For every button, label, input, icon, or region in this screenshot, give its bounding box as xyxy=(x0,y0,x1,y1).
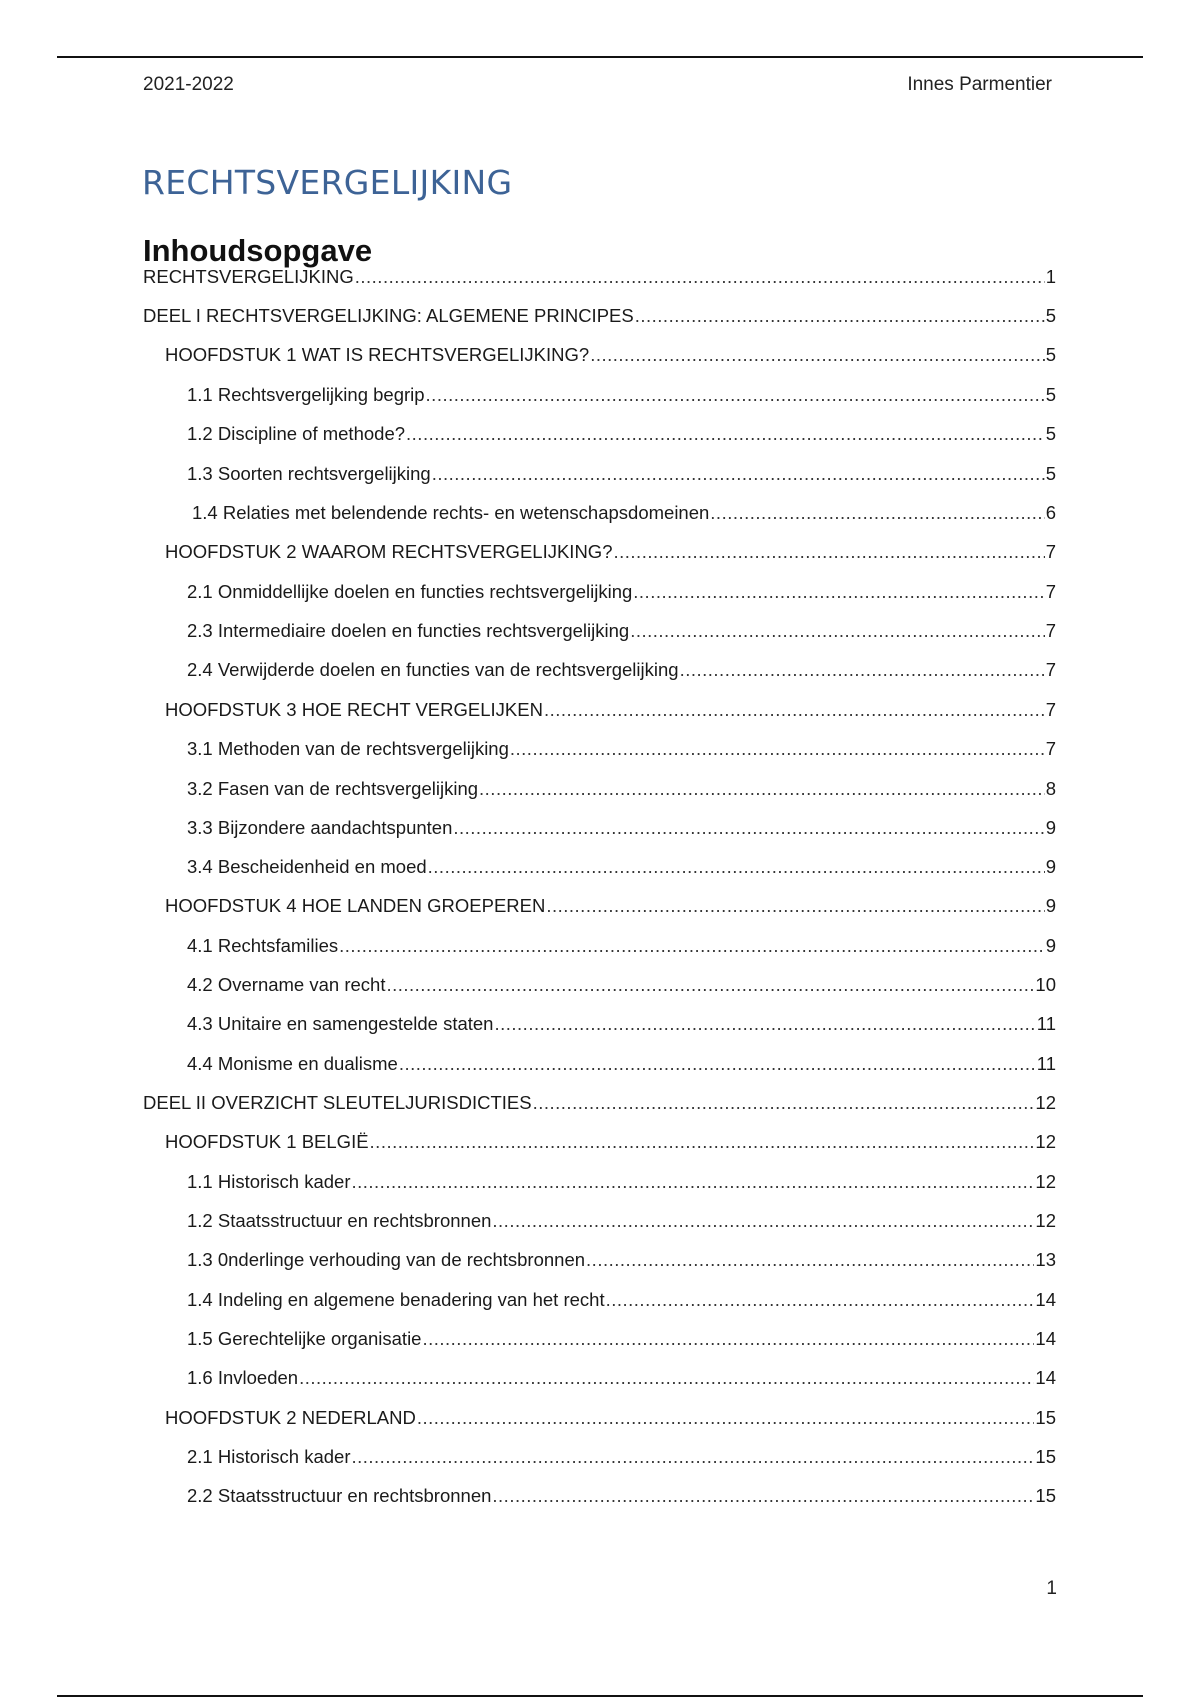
toc-leader xyxy=(492,1210,1034,1232)
toc-entry-page: 13 xyxy=(1035,1249,1056,1270)
toc-entry-page: 7 xyxy=(1045,699,1056,720)
toc-leader xyxy=(453,817,1044,839)
toc-entry-label: HOOFDSTUK 4 HOE LANDEN GROEPEREN xyxy=(165,895,546,916)
toc-entry-page: 11 xyxy=(1036,1013,1056,1034)
toc-entry-page: 12 xyxy=(1035,1210,1056,1231)
toc-entry-label: 1.4 Indeling en algemene benadering van het recht xyxy=(187,1289,605,1310)
toc-heading: Inhoudsopgave xyxy=(143,233,373,268)
toc-entry[interactable] xyxy=(187,1210,1056,1240)
toc-entry-page: 7 xyxy=(1045,738,1056,759)
toc-leader xyxy=(351,1171,1034,1193)
toc-leader xyxy=(432,463,1045,485)
toc-leader xyxy=(339,935,1045,957)
toc-entry-label: 1.2 Staatsstructuur en rechtsbronnen xyxy=(187,1210,492,1231)
toc-entry-label: 1.2 Discipline of methode? xyxy=(187,423,406,444)
toc-entry-page: 14 xyxy=(1035,1289,1056,1310)
toc-leader xyxy=(426,384,1045,406)
toc-leader xyxy=(710,502,1044,524)
toc-entry[interactable] xyxy=(187,935,1056,965)
toc-leader xyxy=(406,423,1045,445)
toc-leader xyxy=(494,1013,1035,1035)
toc-entry[interactable] xyxy=(187,1446,1056,1476)
toc-entry[interactable] xyxy=(187,974,1056,1004)
toc-leader xyxy=(680,659,1045,681)
toc-entry-label: 1.3 0nderlinge verhouding van de rechtsbronnen xyxy=(187,1249,586,1270)
toc-entry-label: HOOFDSTUK 3 HOE RECHT VERGELIJKEN xyxy=(165,699,543,720)
toc-entry[interactable] xyxy=(187,1367,1056,1397)
toc-entry[interactable] xyxy=(187,778,1056,808)
toc-leader xyxy=(399,1053,1036,1075)
toc-leader xyxy=(614,541,1045,563)
toc-leader xyxy=(606,1289,1035,1311)
toc-entry-label: DEEL II OVERZICHT SLEUTELJURISDICTIES xyxy=(143,1092,532,1113)
toc-entry-label: 2.1 Historisch kader xyxy=(187,1446,351,1467)
toc-entry[interactable] xyxy=(187,856,1056,886)
toc-leader xyxy=(479,778,1045,800)
toc-entry-label: HOOFDSTUK 2 WAAROM RECHTSVERGELIJKING? xyxy=(165,541,613,562)
toc-entry-label: 1.6 Invloeden xyxy=(187,1367,299,1388)
toc-entry-page: 8 xyxy=(1045,778,1056,799)
toc-entry-label: 4.4 Monisme en dualisme xyxy=(187,1053,398,1074)
toc-entry-page: 10 xyxy=(1035,974,1056,995)
toc-entry-label: 4.3 Unitaire en samengestelde staten xyxy=(187,1013,494,1034)
toc-entry-label: 3.2 Fasen van de rechtsvergelijking xyxy=(187,778,479,799)
toc-entry-page: 5 xyxy=(1045,344,1056,365)
toc-entry[interactable] xyxy=(165,1407,1056,1437)
toc-entry[interactable] xyxy=(165,541,1056,571)
toc-leader xyxy=(351,1446,1034,1468)
toc-entry[interactable] xyxy=(165,344,1056,374)
toc-leader xyxy=(635,305,1045,327)
toc-entry[interactable] xyxy=(187,1053,1056,1083)
toc-entry[interactable] xyxy=(187,463,1056,493)
toc-entry-page: 9 xyxy=(1045,895,1056,916)
toc-entry[interactable] xyxy=(187,423,1056,453)
toc-entry[interactable] xyxy=(165,699,1056,729)
toc-entry-page: 7 xyxy=(1045,581,1056,602)
toc-leader xyxy=(355,266,1045,288)
toc-leader xyxy=(630,620,1045,642)
toc-entry-page: 5 xyxy=(1045,305,1056,326)
toc-entry-label: 1.5 Gerechtelijke organisatie xyxy=(187,1328,422,1349)
toc-entry[interactable] xyxy=(143,1092,1056,1122)
toc-entry[interactable] xyxy=(187,1013,1056,1043)
toc-entry-label: HOOFDSTUK 2 NEDERLAND xyxy=(165,1407,416,1428)
toc-entry[interactable] xyxy=(187,738,1056,768)
toc-entry[interactable] xyxy=(192,502,1056,532)
toc-entry-page: 12 xyxy=(1035,1092,1056,1113)
toc-leader xyxy=(386,974,1034,996)
toc-leader xyxy=(544,699,1045,721)
toc-leader xyxy=(422,1328,1034,1350)
toc-entry-label: 1.3 Soorten rechtsvergelijking xyxy=(187,463,431,484)
toc-leader xyxy=(510,738,1045,760)
toc-entry-label: 3.3 Bijzondere aandachtspunten xyxy=(187,817,453,838)
toc-entry-label: HOOFDSTUK 1 BELGIË xyxy=(165,1131,369,1152)
toc-entry-page: 7 xyxy=(1045,541,1056,562)
toc-entry-page: 12 xyxy=(1035,1131,1056,1152)
toc-leader xyxy=(370,1131,1035,1153)
toc-entry-page: 14 xyxy=(1035,1328,1056,1349)
toc-entry[interactable] xyxy=(187,817,1056,847)
toc-entry[interactable] xyxy=(187,659,1056,689)
toc-entry[interactable] xyxy=(187,1171,1056,1201)
header-rule xyxy=(57,56,1143,58)
toc-entry[interactable] xyxy=(187,1485,1056,1515)
toc-entry-page: 1 xyxy=(1045,266,1056,287)
page-number: 1 xyxy=(1046,1578,1057,1599)
header-year: 2021-2022 xyxy=(143,74,234,95)
header-author: Innes Parmentier xyxy=(907,74,1052,95)
toc-entry-page: 5 xyxy=(1045,423,1056,444)
toc-leader xyxy=(492,1485,1034,1507)
toc-entry[interactable] xyxy=(187,384,1056,414)
toc-entry-page: 15 xyxy=(1035,1407,1056,1428)
toc-entry[interactable] xyxy=(187,1328,1056,1358)
toc-entry-page: 5 xyxy=(1045,384,1056,405)
toc-entry-page: 15 xyxy=(1035,1485,1056,1506)
document-title: RECHTSVERGELIJKING xyxy=(142,163,513,202)
toc-entry-label: 4.1 Rechtsfamilies xyxy=(187,935,339,956)
toc-entry-label: RECHTSVERGELIJKING xyxy=(143,266,354,287)
toc-entry-label: 1.1 Historisch kader xyxy=(187,1171,351,1192)
toc-entry-page: 12 xyxy=(1035,1171,1056,1192)
footer-rule xyxy=(57,1695,1143,1697)
toc-entry[interactable] xyxy=(187,581,1056,611)
toc-entry[interactable] xyxy=(187,1289,1056,1319)
toc-leader xyxy=(299,1367,1034,1389)
toc-leader xyxy=(533,1092,1035,1114)
toc-entry-label: 1.4 Relaties met belendende rechts- en wetenschapsdomeinen xyxy=(192,502,710,523)
toc-entry-page: 9 xyxy=(1045,935,1056,956)
toc-entry-label: 2.3 Intermediaire doelen en functies rechtsvergelijking xyxy=(187,620,630,641)
toc-entry-label: 1.1 Rechtsvergelijking begrip xyxy=(187,384,425,405)
toc-entry[interactable] xyxy=(187,1249,1056,1279)
toc-entry[interactable] xyxy=(165,895,1056,925)
toc-entry-page: 11 xyxy=(1036,1053,1056,1074)
toc-leader xyxy=(546,895,1044,917)
toc-entry-label: DEEL I RECHTSVERGELIJKING: ALGEMENE PRINCIPES xyxy=(143,305,634,326)
toc-entry-label: 3.1 Methoden van de rechtsvergelijking xyxy=(187,738,509,759)
toc-entry-page: 7 xyxy=(1045,620,1056,641)
toc-leader xyxy=(590,344,1045,366)
toc-leader xyxy=(417,1407,1035,1429)
toc-leader xyxy=(633,581,1044,603)
toc-leader xyxy=(586,1249,1034,1271)
toc-entry[interactable] xyxy=(165,1131,1056,1161)
toc-entry-label: 4.2 Overname van recht xyxy=(187,974,386,995)
toc-leader xyxy=(428,856,1045,878)
toc-entry-label: 2.1 Onmiddellijke doelen en functies rechtsvergelijking xyxy=(187,581,633,602)
toc-entry-page: 6 xyxy=(1045,502,1056,523)
toc-entry-label: 2.2 Staatsstructuur en rechtsbronnen xyxy=(187,1485,492,1506)
toc-entry-page: 15 xyxy=(1035,1446,1056,1467)
toc-entry-page: 7 xyxy=(1045,659,1056,680)
toc-entry-page: 14 xyxy=(1035,1367,1056,1388)
toc-entry-label: HOOFDSTUK 1 WAT IS RECHTSVERGELIJKING? xyxy=(165,344,590,365)
toc-entry[interactable] xyxy=(143,266,1056,296)
toc-entry-page: 9 xyxy=(1045,817,1056,838)
toc-entry[interactable] xyxy=(143,305,1056,335)
toc-entry-label: 2.4 Verwijderde doelen en functies van de rechtsvergelijking xyxy=(187,659,679,680)
toc-entry-page: 5 xyxy=(1045,463,1056,484)
toc-entry[interactable] xyxy=(187,620,1056,650)
toc-entry-label: 3.4 Bescheidenheid en moed xyxy=(187,856,427,877)
toc-entry-page: 9 xyxy=(1045,856,1056,877)
